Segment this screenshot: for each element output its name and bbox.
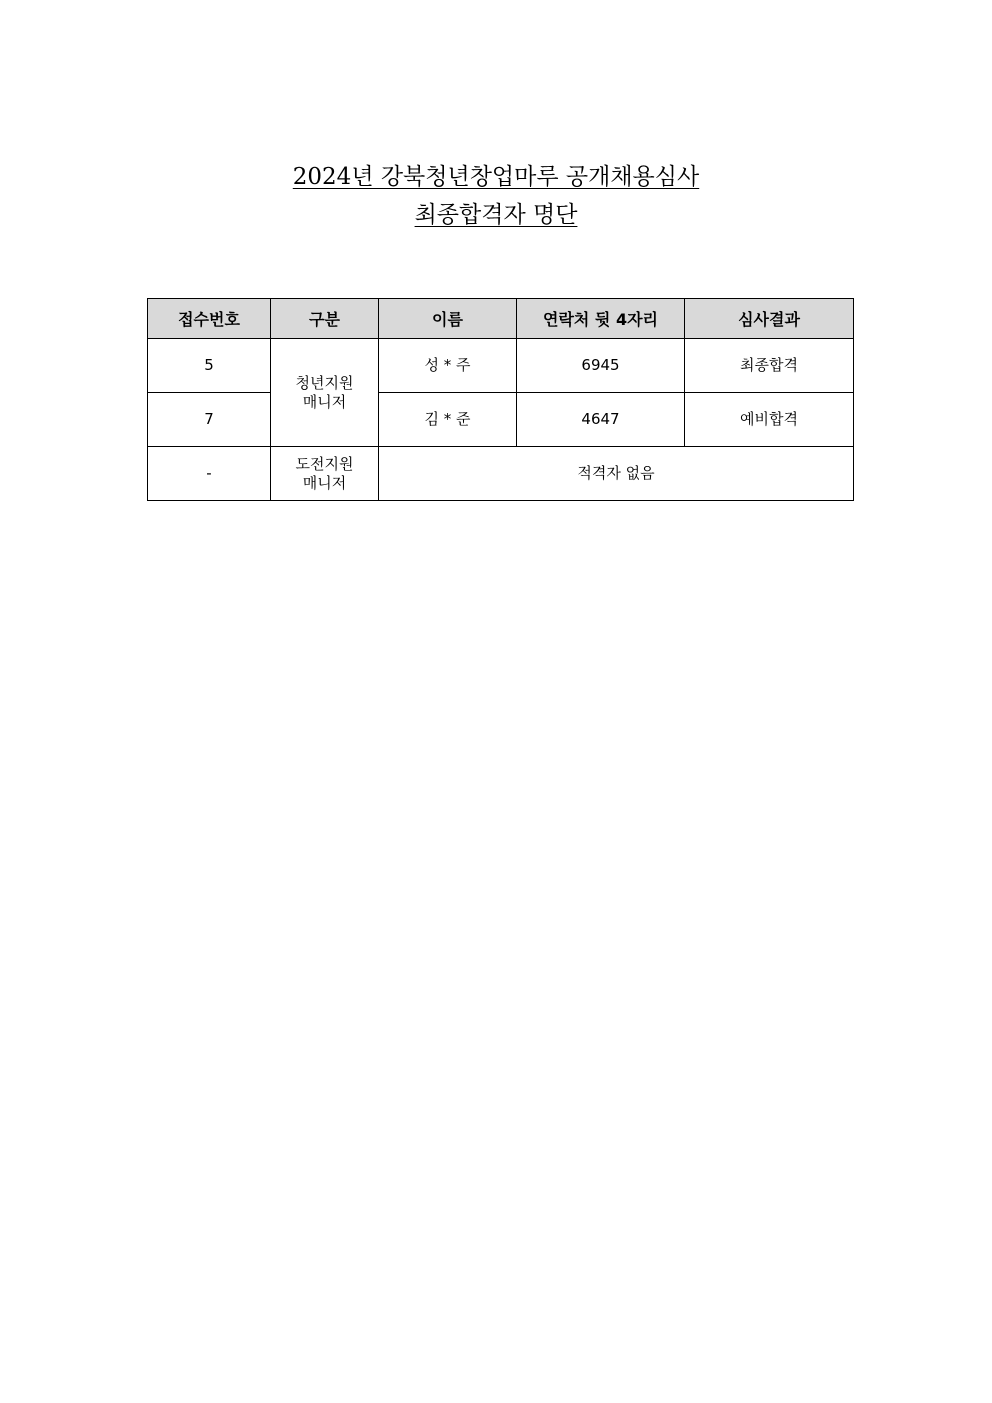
- category-line-1: 청년지원: [295, 373, 354, 392]
- table-row: [148, 393, 854, 447]
- header-number: 접수번호: [148, 299, 271, 339]
- category-line-2: 매니저: [302, 473, 347, 492]
- title-line-1: 2024년 강북청년창업마루 공개채용심사: [292, 164, 700, 190]
- header-name: 이름: [379, 299, 517, 339]
- cell-no-qualified-note: 적격자 없음: [379, 447, 854, 501]
- cell-category-youth-manager: [271, 339, 379, 447]
- table-row: [148, 339, 854, 393]
- document-title: [0, 158, 992, 234]
- cell-number: 5: [148, 339, 271, 393]
- category-line-1: 도전지원: [295, 454, 354, 473]
- cell-name: 김 * 준: [379, 393, 517, 447]
- cell-result: 최종합격: [685, 339, 854, 393]
- header-result: 심사결과: [685, 299, 854, 339]
- cell-number: -: [148, 447, 271, 501]
- title-line-2: 최종합격자 명단: [414, 202, 578, 228]
- header-phone: 연락처 뒷 4자리: [517, 299, 685, 339]
- cell-name: 성 * 주: [379, 339, 517, 393]
- cell-phone: 4647: [517, 393, 685, 447]
- table-row: [148, 447, 854, 501]
- cell-number: 7: [148, 393, 271, 447]
- cell-phone: 6945: [517, 339, 685, 393]
- finalist-table: [147, 298, 854, 501]
- cell-result: 예비합격: [685, 393, 854, 447]
- header-category: 구분: [271, 299, 379, 339]
- category-line-2: 매니저: [302, 392, 347, 411]
- cell-category-challenge-manager: [271, 447, 379, 501]
- table-header-row: [148, 299, 854, 339]
